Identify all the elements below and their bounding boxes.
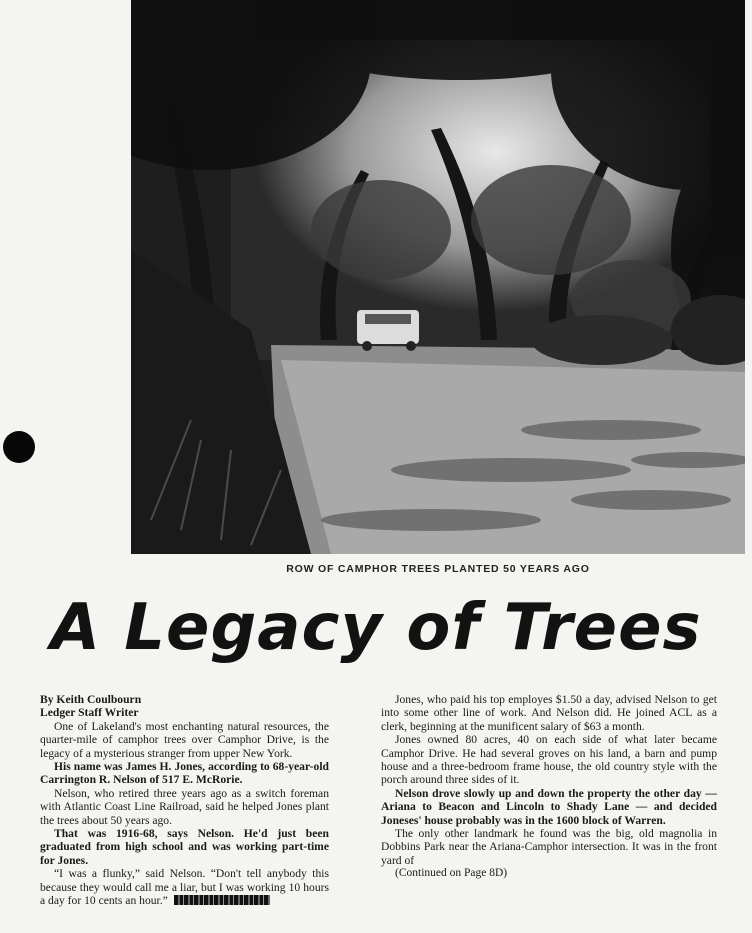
article-column-left [40, 693, 329, 908]
article-paragraph: Jones, who paid his top employes $1.50 a day, advised Nelson to get into some other line of work. And Nelson did. He joined ACL as a clerk, beginning at the munificent salary of $63 a month. [381, 693, 717, 733]
headline: A Legacy of Trees [50, 591, 702, 665]
article-paragraph [40, 867, 329, 907]
continued-notice: (Continued on Page 8D) [395, 867, 508, 880]
binder-hole [3, 431, 35, 463]
article-paragraph: Jones owned 80 acres, 40 on each side of what later became Camphor Drive. He had several groves on his land, a barn and pump house and a three-bedroom frame house, the old country style with the porch around three sides of it. [381, 733, 717, 787]
article-paragraph: The only other landmark he found was the big, old magnolia in Dobbins Park near the Ariana-Camphor intersection. It was in the front yard of [381, 827, 717, 867]
article-paragraph: One of Lakeland's most enchanting natural resources, the quarter-mile of camphor trees over Camphor Drive, is the legacy of a mysterious stranger from upper New York. [40, 719, 329, 760]
quote-text: “I was a flunky,” said Nelson. “Don't tell anybody this because they would call me a liar, but I was working 10 hours a day for 10 cents an hour.” [40, 867, 329, 908]
print-smudge [174, 895, 270, 905]
article-paragraph: That was 1916-68, says Nelson. He'd just been graduated from high school and was working part-time for Jones. [40, 827, 329, 867]
article-paragraph: Nelson drove slowly up and down the property the other day — Ariana to Beacon and Lincoln to Shady Lane — and decided Joneses' house probably was in the 1600 block of Warren. [381, 786, 717, 827]
camphor-trees-photo [131, 0, 745, 554]
byline-title: Ledger Staff Writer [40, 706, 139, 720]
photo-caption: ROW OF CAMPHOR TREES PLANTED 50 YEARS AGO [286, 563, 590, 575]
byline-author: By Keith Coulbourn [40, 693, 142, 706]
article-paragraph: Nelson, who retired three years ago as a switch foreman with Atlantic Coast Line Railroad, said he helped Jones plant the trees about 50 years ago. [40, 786, 329, 827]
article-column-right [381, 693, 717, 881]
article-paragraph: His name was James H. Jones, according to 68-year-old Carrington R. Nelson of 517 E. McRorie. [40, 760, 329, 787]
